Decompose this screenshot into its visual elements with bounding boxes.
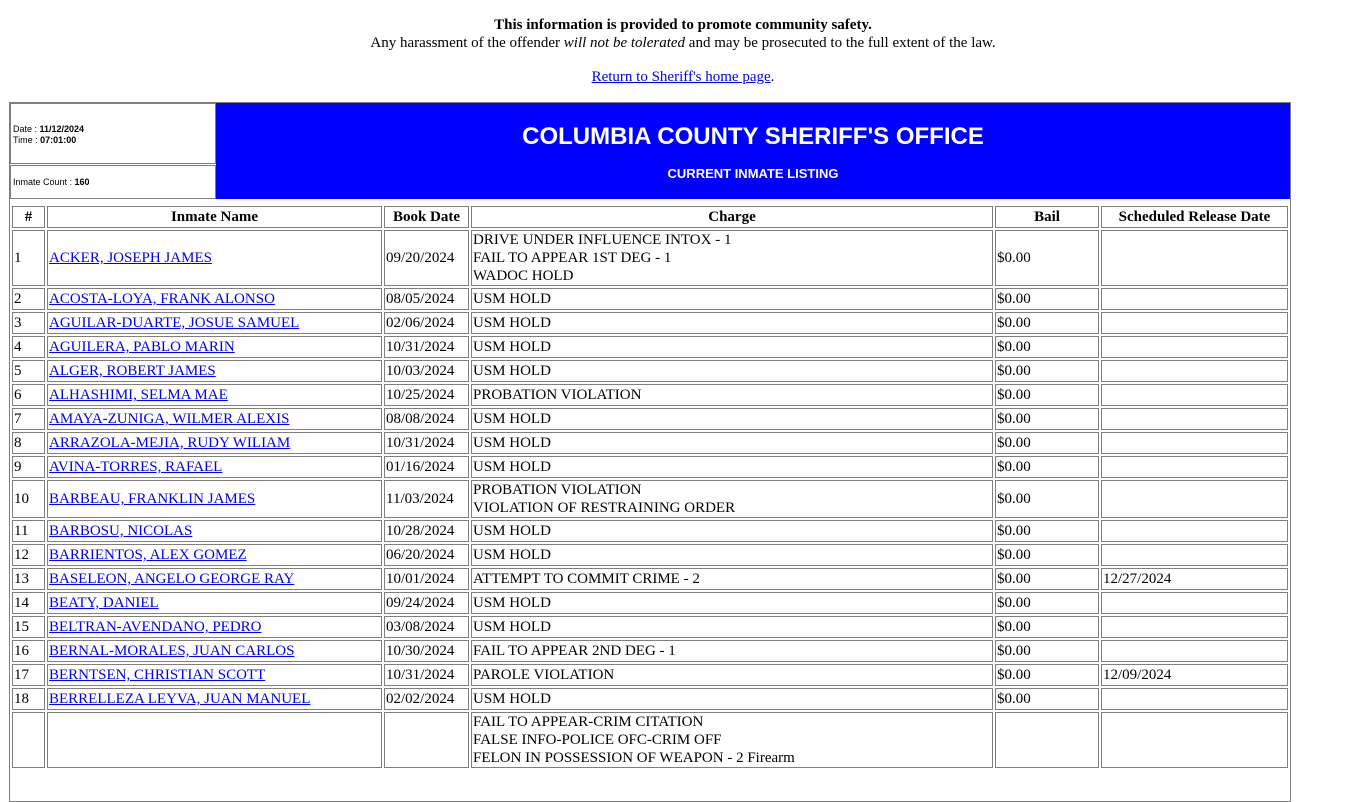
inmate-name-cell bbox=[47, 616, 382, 638]
row-number: 4 bbox=[12, 336, 45, 358]
book-date-cell: 08/08/2024 bbox=[384, 408, 469, 430]
inmate-name-link[interactable]: BARBEAU, FRANKLIN JAMES bbox=[49, 491, 256, 507]
release-date-cell bbox=[1101, 336, 1288, 358]
table-row bbox=[12, 480, 1288, 518]
charge-line: FAIL TO APPEAR 1ST DEG - 1 bbox=[473, 250, 672, 266]
inmate-name-link[interactable]: BARBOSU, NICOLAS bbox=[49, 523, 193, 539]
release-date-cell bbox=[1101, 640, 1288, 662]
inmate-name-cell bbox=[47, 568, 382, 590]
count-value: 160 bbox=[74, 177, 90, 187]
table-row bbox=[12, 568, 1288, 590]
book-date-cell: 10/03/2024 bbox=[384, 360, 469, 382]
inmate-name-link[interactable]: ALHASHIMI, SELMA MAE bbox=[49, 387, 228, 403]
book-date-cell: 09/24/2024 bbox=[384, 592, 469, 614]
bail-cell: $0.00 bbox=[995, 384, 1099, 406]
charge-cell bbox=[471, 688, 993, 710]
header-banner bbox=[216, 103, 1290, 199]
charge-cell bbox=[471, 384, 993, 406]
inmate-name-cell bbox=[47, 712, 382, 768]
bail-cell: $0.00 bbox=[995, 336, 1099, 358]
inmate-name-cell bbox=[47, 230, 382, 286]
bail-cell: $0.00 bbox=[995, 544, 1099, 566]
charge-line: FAIL TO APPEAR 2ND DEG - 1 bbox=[473, 643, 676, 659]
bail-cell: $0.00 bbox=[995, 432, 1099, 454]
book-date-cell: 08/05/2024 bbox=[384, 288, 469, 310]
table-row bbox=[12, 544, 1288, 566]
time-line bbox=[13, 135, 215, 146]
table-row bbox=[12, 664, 1288, 686]
release-date-cell bbox=[1101, 312, 1288, 334]
charge-cell bbox=[471, 230, 993, 286]
release-date-cell bbox=[1101, 456, 1288, 478]
inmate-name-cell bbox=[47, 312, 382, 334]
sheriff-home-link[interactable]: Return to Sheriff's home page bbox=[591, 69, 771, 85]
charge-line: FALSE INFO-POLICE OFC-CRIM OFF bbox=[473, 732, 722, 748]
row-number: 10 bbox=[12, 480, 45, 518]
charge-line: ATTEMPT TO COMMIT CRIME - 2 bbox=[473, 571, 700, 587]
table-row bbox=[12, 312, 1288, 334]
inmate-name-link[interactable]: AGUILAR-DUARTE, JOSUE SAMUEL bbox=[49, 315, 300, 331]
charge-cell bbox=[471, 336, 993, 358]
bail-cell: $0.00 bbox=[995, 664, 1099, 686]
bail-cell: $0.00 bbox=[995, 360, 1099, 382]
charge-line: USM HOLD bbox=[473, 619, 551, 635]
inmate-name-cell bbox=[47, 544, 382, 566]
inmate-name-cell bbox=[47, 432, 382, 454]
book-date-cell bbox=[384, 712, 469, 768]
book-date-cell: 09/20/2024 bbox=[384, 230, 469, 286]
charge-line: USM HOLD bbox=[473, 411, 551, 427]
charge-cell bbox=[471, 664, 993, 686]
bail-cell: $0.00 bbox=[995, 230, 1099, 286]
inmate-name-link[interactable]: BERNTSEN, CHRISTIAN SCOTT bbox=[49, 667, 266, 683]
table-row bbox=[12, 712, 1288, 768]
inmate-table bbox=[10, 204, 1290, 770]
inmate-name-cell bbox=[47, 384, 382, 406]
count-label: Inmate Count : bbox=[13, 177, 75, 187]
book-date-cell: 10/31/2024 bbox=[384, 432, 469, 454]
charge-cell bbox=[471, 592, 993, 614]
table-row bbox=[12, 360, 1288, 382]
bail-cell: $0.00 bbox=[995, 312, 1099, 334]
charge-cell bbox=[471, 480, 993, 518]
charge-cell bbox=[471, 712, 993, 768]
bail-cell: $0.00 bbox=[995, 640, 1099, 662]
charge-line: FELON IN POSSESSION OF WEAPON - 2 Firearm bbox=[473, 750, 795, 766]
time-value: 07:01:00 bbox=[40, 135, 77, 145]
inmate-name-cell bbox=[47, 456, 382, 478]
inmate-count-cell bbox=[10, 165, 216, 199]
charge-cell bbox=[471, 456, 993, 478]
release-date-cell bbox=[1101, 230, 1288, 286]
safety-notice bbox=[0, 16, 1366, 86]
row-number: 6 bbox=[12, 384, 45, 406]
inmate-name-cell bbox=[47, 360, 382, 382]
col-header-book-date: Book Date bbox=[384, 206, 469, 228]
row-number: 17 bbox=[12, 664, 45, 686]
date-line bbox=[13, 124, 215, 135]
charge-cell bbox=[471, 520, 993, 542]
office-title: COLUMBIA COUNTY SHERIFF'S OFFICE bbox=[522, 123, 984, 150]
book-date-cell: 10/30/2024 bbox=[384, 640, 469, 662]
notice-warning-post: and may be prosecuted to the full extent of the law. bbox=[685, 35, 996, 51]
bail-cell: $0.00 bbox=[995, 456, 1099, 478]
row-number: 8 bbox=[12, 432, 45, 454]
inmate-name-link[interactable]: BASELEON, ANGELO GEORGE RAY bbox=[49, 571, 295, 587]
book-date-cell: 11/03/2024 bbox=[384, 480, 469, 518]
inmate-name-cell bbox=[47, 520, 382, 542]
book-date-cell: 10/31/2024 bbox=[384, 336, 469, 358]
release-date-cell: 12/09/2024 bbox=[1101, 664, 1288, 686]
inmate-name-cell bbox=[47, 288, 382, 310]
release-date-cell bbox=[1101, 688, 1288, 710]
inmate-name-link[interactable]: BELTRAN-AVENDANO, PEDRO bbox=[49, 619, 262, 635]
table-row bbox=[12, 432, 1288, 454]
release-date-cell bbox=[1101, 544, 1288, 566]
inmate-name-cell bbox=[47, 336, 382, 358]
book-date-cell: 01/16/2024 bbox=[384, 456, 469, 478]
book-date-cell: 02/06/2024 bbox=[384, 312, 469, 334]
col-header-number: # bbox=[12, 206, 45, 228]
row-number: 11 bbox=[12, 520, 45, 542]
inmate-name-link[interactable]: BERRELLEZA LEYVA, JUAN MANUEL bbox=[49, 691, 311, 707]
bail-cell: $0.00 bbox=[995, 480, 1099, 518]
table-header-row bbox=[12, 206, 1288, 228]
inmate-name-link[interactable]: BEATY, DANIEL bbox=[49, 595, 159, 611]
charge-line: USM HOLD bbox=[473, 291, 551, 307]
notice-warning-emphasis: will not be tolerated bbox=[563, 35, 686, 51]
release-date-cell bbox=[1101, 288, 1288, 310]
charge-line: USM HOLD bbox=[473, 435, 551, 451]
row-number bbox=[12, 712, 45, 768]
release-date-cell bbox=[1101, 592, 1288, 614]
charge-cell bbox=[471, 616, 993, 638]
bail-cell: $0.00 bbox=[995, 616, 1099, 638]
inmate-name-cell bbox=[47, 408, 382, 430]
row-number: 7 bbox=[12, 408, 45, 430]
charge-cell bbox=[471, 640, 993, 662]
table-row bbox=[12, 230, 1288, 286]
charge-cell bbox=[471, 408, 993, 430]
release-date-cell bbox=[1101, 360, 1288, 382]
charge-line: USM HOLD bbox=[473, 691, 551, 707]
col-header-name: Inmate Name bbox=[47, 206, 382, 228]
col-header-bail: Bail bbox=[995, 206, 1099, 228]
release-date-cell bbox=[1101, 432, 1288, 454]
row-number: 9 bbox=[12, 456, 45, 478]
row-number: 18 bbox=[12, 688, 45, 710]
charge-line: VIOLATION OF RESTRAINING ORDER bbox=[473, 500, 736, 516]
table-row bbox=[12, 592, 1288, 614]
release-date-cell bbox=[1101, 408, 1288, 430]
charge-cell bbox=[471, 288, 993, 310]
charge-line: FAIL TO APPEAR-CRIM CITATION bbox=[473, 714, 704, 730]
table-row bbox=[12, 408, 1288, 430]
row-number: 15 bbox=[12, 616, 45, 638]
charge-line: PROBATION VIOLATION bbox=[473, 482, 642, 498]
release-date-cell bbox=[1101, 384, 1288, 406]
release-date-cell bbox=[1101, 712, 1288, 768]
notice-warning-pre: Any harassment of the offender bbox=[370, 35, 564, 51]
book-date-cell: 10/01/2024 bbox=[384, 568, 469, 590]
release-date-cell: 12/27/2024 bbox=[1101, 568, 1288, 590]
row-number: 1 bbox=[12, 230, 45, 286]
book-date-cell: 10/25/2024 bbox=[384, 384, 469, 406]
book-date-cell: 10/28/2024 bbox=[384, 520, 469, 542]
charge-cell bbox=[471, 360, 993, 382]
row-number: 16 bbox=[12, 640, 45, 662]
row-number: 5 bbox=[12, 360, 45, 382]
bail-cell: $0.00 bbox=[995, 520, 1099, 542]
row-number: 14 bbox=[12, 592, 45, 614]
table-row bbox=[12, 616, 1288, 638]
bail-cell: $0.00 bbox=[995, 688, 1099, 710]
charge-line: USM HOLD bbox=[473, 459, 551, 475]
time-label: Time : bbox=[13, 135, 41, 145]
date-time-cell bbox=[10, 103, 216, 164]
charge-cell bbox=[471, 432, 993, 454]
notice-warning bbox=[0, 34, 1366, 52]
notice-headline: This information is provided to promote community safety. bbox=[494, 17, 872, 33]
inmate-name-link[interactable]: AGUILERA, PABLO MARIN bbox=[49, 339, 235, 355]
charge-cell bbox=[471, 544, 993, 566]
table-row bbox=[12, 640, 1288, 662]
col-header-charge: Charge bbox=[471, 206, 993, 228]
charge-line: USM HOLD bbox=[473, 547, 551, 563]
inmate-name-link[interactable]: AMAYA-ZUNIGA, WILMER ALEXIS bbox=[49, 411, 290, 427]
table-row bbox=[12, 520, 1288, 542]
home-link-row bbox=[0, 68, 1366, 86]
bail-cell: $0.00 bbox=[995, 288, 1099, 310]
charge-line: PAROLE VIOLATION bbox=[473, 667, 615, 683]
inmate-name-cell bbox=[47, 480, 382, 518]
inmate-name-link[interactable]: ARRAZOLA-MEJIA, RUDY WILIAM bbox=[49, 435, 291, 451]
inmate-name-link[interactable]: ACOSTA-LOYA, FRANK ALONSO bbox=[49, 291, 275, 307]
inmate-name-cell bbox=[47, 664, 382, 686]
date-label: Date : bbox=[13, 124, 40, 134]
listing-subtitle: CURRENT INMATE LISTING bbox=[667, 166, 839, 181]
book-date-cell: 03/08/2024 bbox=[384, 616, 469, 638]
charge-line: WADOC HOLD bbox=[473, 268, 574, 284]
date-value: 11/12/2024 bbox=[39, 124, 85, 134]
inmate-name-link[interactable]: ALGER, ROBERT JAMES bbox=[49, 363, 216, 379]
inmate-name-link[interactable]: AVINA-TORRES, RAFAEL bbox=[49, 459, 223, 475]
inmate-name-cell bbox=[47, 688, 382, 710]
col-header-release-date: Scheduled Release Date bbox=[1101, 206, 1288, 228]
row-number: 12 bbox=[12, 544, 45, 566]
row-number: 2 bbox=[12, 288, 45, 310]
charge-line: USM HOLD bbox=[473, 523, 551, 539]
book-date-cell: 02/02/2024 bbox=[384, 688, 469, 710]
home-link-suffix: . bbox=[770, 69, 775, 85]
charge-cell bbox=[471, 312, 993, 334]
charge-line: USM HOLD bbox=[473, 339, 551, 355]
table-row bbox=[12, 456, 1288, 478]
row-number: 3 bbox=[12, 312, 45, 334]
charge-line: USM HOLD bbox=[473, 315, 551, 331]
charge-line: PROBATION VIOLATION bbox=[473, 387, 642, 403]
table-row bbox=[12, 288, 1288, 310]
bail-cell: $0.00 bbox=[995, 408, 1099, 430]
book-date-cell: 10/31/2024 bbox=[384, 664, 469, 686]
row-number: 13 bbox=[12, 568, 45, 590]
table-row bbox=[12, 336, 1288, 358]
release-date-cell bbox=[1101, 480, 1288, 518]
charge-cell bbox=[471, 568, 993, 590]
charge-line: USM HOLD bbox=[473, 363, 551, 379]
release-date-cell bbox=[1101, 616, 1288, 638]
bail-cell: $0.00 bbox=[995, 592, 1099, 614]
table-row bbox=[12, 384, 1288, 406]
inmate-name-cell bbox=[47, 640, 382, 662]
bail-cell: $0.00 bbox=[995, 568, 1099, 590]
release-date-cell bbox=[1101, 520, 1288, 542]
book-date-cell: 06/20/2024 bbox=[384, 544, 469, 566]
inmate-name-link[interactable]: BARRIENTOS, ALEX GOMEZ bbox=[49, 547, 247, 563]
table-row bbox=[12, 688, 1288, 710]
charge-line: DRIVE UNDER INFLUENCE INTOX - 1 bbox=[473, 232, 732, 248]
charge-line: USM HOLD bbox=[473, 595, 551, 611]
inmate-name-link[interactable]: ACKER, JOSEPH JAMES bbox=[49, 250, 212, 266]
bail-cell bbox=[995, 712, 1099, 768]
inmate-name-link[interactable]: BERNAL-MORALES, JUAN CARLOS bbox=[49, 643, 295, 659]
inmate-name-cell bbox=[47, 592, 382, 614]
